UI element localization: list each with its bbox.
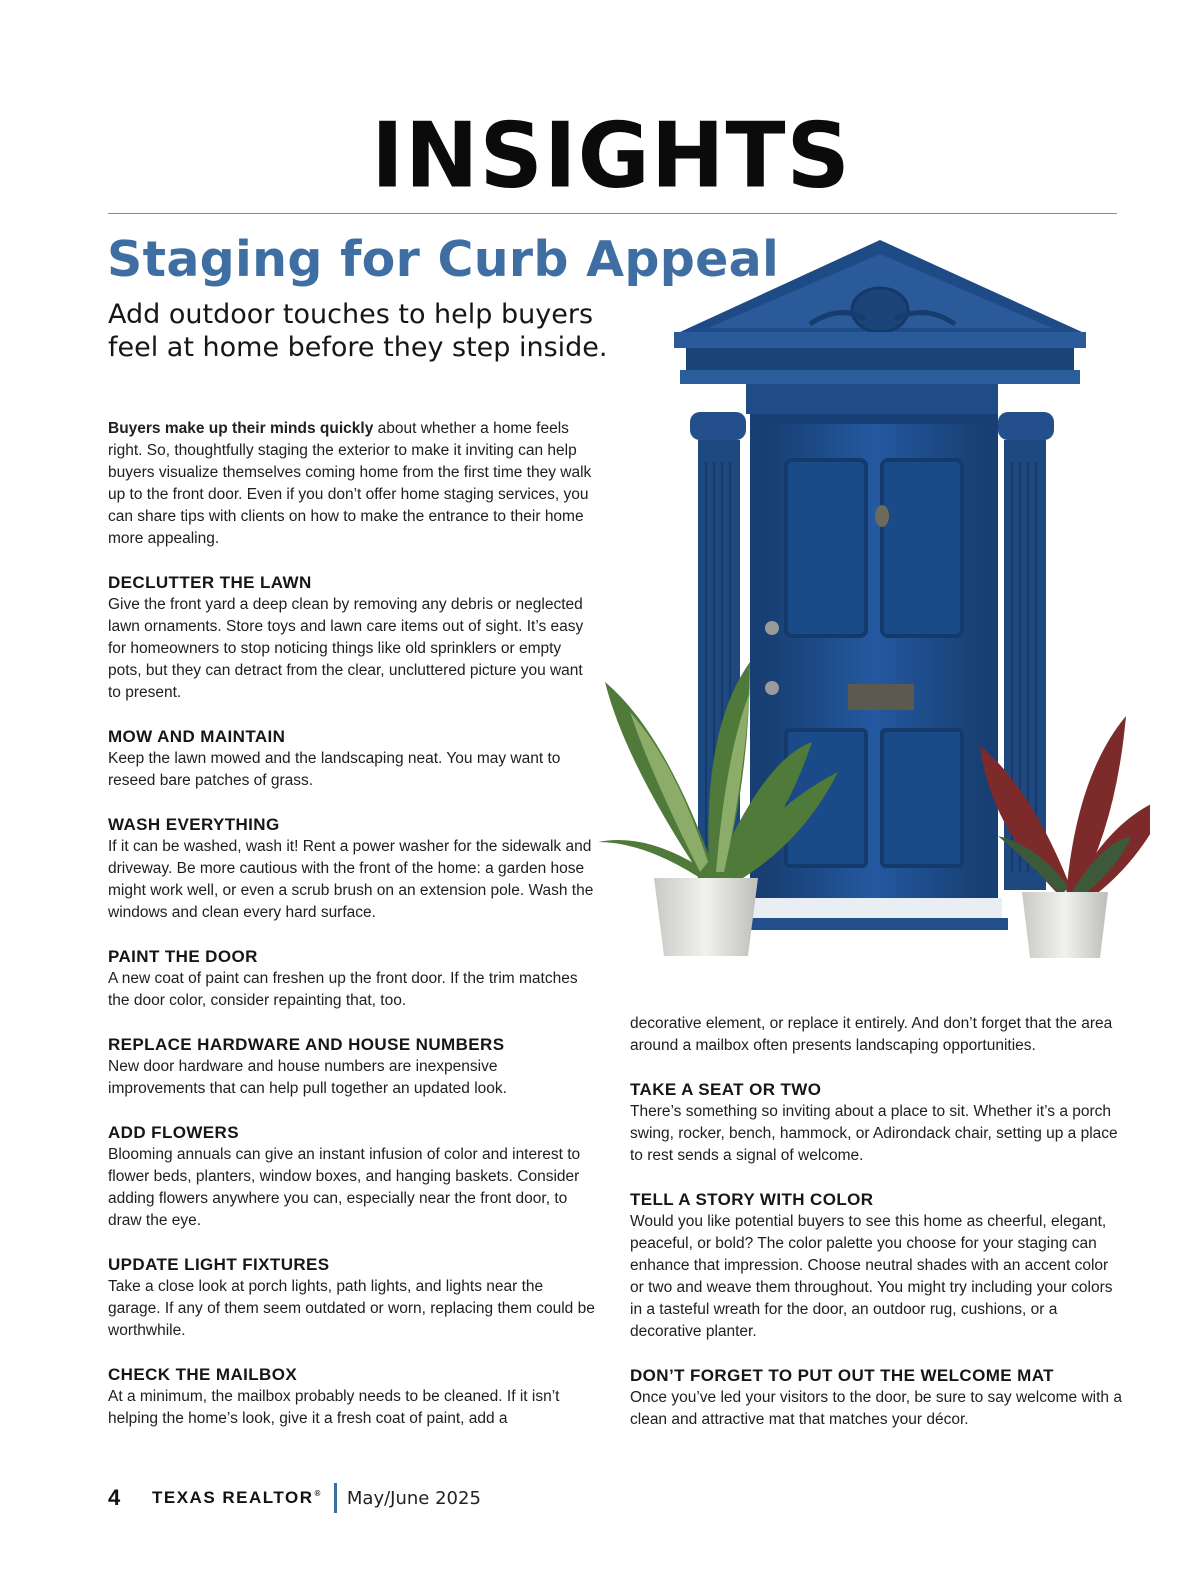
section-lights <box>108 1254 595 1342</box>
section-body: A new coat of paint can freshen up the front door. If the trim matches the door color, consider repainting that, too. <box>108 970 578 1009</box>
section-body: At a minimum, the mailbox probably needs to be cleaned. If it isn’t helping the home’s look, give it a fresh coat of paint, add a <box>108 1388 560 1427</box>
article-deck: Add outdoor touches to help buyers feel at home before they step inside. <box>108 299 608 363</box>
section-heading: PAINT THE DOOR <box>108 947 258 966</box>
intro-lead: Buyers make up their minds quickly <box>108 420 374 437</box>
front-door <box>740 414 1008 930</box>
section-heading: MOW AND MAINTAIN <box>108 727 286 746</box>
section-heading: TAKE A SEAT OR TWO <box>630 1080 822 1099</box>
section-heading: DECLUTTER THE LAWN <box>108 573 312 592</box>
intro-paragraph <box>108 418 595 550</box>
mailbox-continued: decorative element, or replace it entirely. And don’t forget that the area around a mailbox often presents landscaping opportunities. <box>630 1015 1113 1054</box>
section-hardware <box>108 1034 595 1100</box>
issue-date: May/June 2025 <box>346 1487 481 1509</box>
section-body: There’s something so inviting about a place to sit. Whether it’s a porch swing, rocker, bench, hammock, or Adirondack chair, setting up a place to rest sends a signal of welcome. <box>630 1103 1118 1164</box>
section-mailbox <box>108 1364 595 1430</box>
left-column <box>108 418 595 1452</box>
section-color <box>630 1189 1122 1343</box>
article-headline: Staging for Curb Appeal <box>107 231 780 288</box>
section-body: Give the front yard a deep clean by removing any debris or neglected lawn ornaments. Store toys and lawn care items out of sight. It’s easy for homeowners to stop noticing things like old sprinklers or empty pots, but they can detract from the clear, uncluttered picture you want to present. <box>108 596 584 701</box>
section-heading: DON’T FORGET TO PUT OUT THE WELCOME MAT <box>630 1366 1054 1385</box>
section-mow <box>108 726 595 792</box>
footer-divider <box>334 1483 337 1513</box>
section-wash <box>108 814 595 924</box>
door-pediment <box>674 240 1086 384</box>
section-flowers <box>108 1122 595 1232</box>
section-body: Keep the lawn mowed and the landscaping neat. You may want to reseed bare patches of grass. <box>108 750 561 789</box>
page-footer <box>108 1483 481 1513</box>
header-rule <box>108 213 1117 214</box>
section-heading: UPDATE LIGHT FIXTURES <box>108 1255 330 1274</box>
magazine-name <box>152 1488 322 1508</box>
section-body: New door hardware and house numbers are inexpensive improvements that can help pull together an updated look. <box>108 1058 507 1097</box>
section-heading: REPLACE HARDWARE AND HOUSE NUMBERS <box>108 1035 505 1054</box>
section-heading: CHECK THE MAILBOX <box>108 1365 298 1384</box>
section-declutter <box>108 572 595 704</box>
section-label: INSIGHTS <box>371 102 851 209</box>
section-body: Once you’ve led your visitors to the door, be sure to say welcome with a clean and attractive mat that matches your décor. <box>630 1389 1122 1428</box>
blue-door-illustration <box>590 232 1150 972</box>
section-body: If it can be washed, wash it! Rent a power washer for the sidewalk and driveway. Be more cautious with the front of the home: a garden hose might work well, or even a scrub brush on an extension pole. Wash the windows and clean every hard surface. <box>108 838 594 921</box>
section-body: Blooming annuals can give an instant infusion of color and interest to flower beds, planters, window boxes, and hanging baskets. Consider adding flowers anywhere you can, especially near the front door, to draw the eye. <box>108 1146 581 1229</box>
section-heading: WASH EVERYTHING <box>108 815 280 834</box>
section-seat <box>630 1079 1122 1167</box>
section-body: Take a close look at porch lights, path lights, and lights near the garage. If any of them seem outdated or worn, replacing them could be worthwhile. <box>108 1278 595 1339</box>
section-heading: TELL A STORY WITH COLOR <box>630 1190 874 1209</box>
registered-mark: ® <box>314 1489 322 1499</box>
section-welcome-mat <box>630 1365 1122 1431</box>
magazine-name-text: TEXAS REALTOR <box>152 1488 314 1507</box>
right-column <box>630 1013 1122 1453</box>
section-body: Would you like potential buyers to see this home as cheerful, elegant, peaceful, or bold? The color palette you choose for your staging can enhance that impression. Choose neutral shades with an accent color or two and weave them throughout. You might try including your colors in a tasteful wreath for the door, an outdoor rug, cushions, or a decorative planter. <box>630 1213 1113 1340</box>
section-paint <box>108 946 595 1012</box>
page-number: 4 <box>108 1485 121 1510</box>
intro-text: about whether a home feels right. So, thoughtfully staging the exterior to make it inviting can help buyers visualize themselves coming home from the first time they walk up to the front door. Even if you don’t offer home staging services, you can share tips with clients on how to make the entrance to their home more appealing. <box>108 420 592 547</box>
section-heading: ADD FLOWERS <box>108 1123 239 1142</box>
